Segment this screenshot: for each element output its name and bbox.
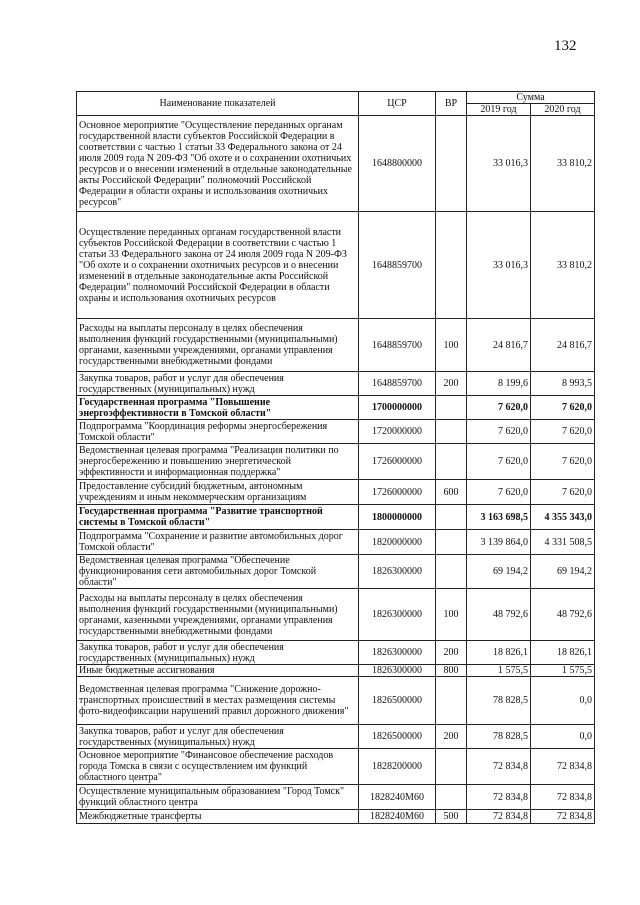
row-vr: [436, 444, 467, 480]
row-sum-2020: 0,0: [531, 677, 595, 725]
row-sum-2019: 7 620,0: [467, 420, 531, 444]
row-sum-2019: 33 016,3: [467, 212, 531, 319]
row-sum-2019: 8 199,6: [467, 372, 531, 396]
row-name: Ведомственная целевая программа "Обеспечение функционирования сети автомобильных дорог Томской области": [77, 555, 359, 589]
row-csr: 1720000000: [359, 420, 436, 444]
row-csr: 1826300000: [359, 589, 436, 641]
row-vr: [436, 555, 467, 589]
row-sum-2019: 72 834,8: [467, 749, 531, 785]
row-sum-2020: 7 620,0: [531, 396, 595, 420]
row-name: Государственная программа "Развитие транспортной системы в Томской области": [77, 505, 359, 530]
table-row: [77, 785, 595, 810]
header-csr: ЦСР: [359, 92, 436, 116]
row-csr: 1726000000: [359, 480, 436, 505]
header-name: Наименование показателей: [77, 92, 359, 116]
row-name: Подпрограмма "Координация реформы энергосбережения Томской области": [77, 420, 359, 444]
row-sum-2019: 1 575,5: [467, 665, 531, 677]
table-row: [77, 480, 595, 505]
row-sum-2019: 78 828,5: [467, 677, 531, 725]
row-vr: [436, 420, 467, 444]
row-name: Иные бюджетные ассигнования: [77, 665, 359, 677]
row-csr: 1726000000: [359, 444, 436, 480]
table-row: [77, 589, 595, 641]
row-csr: 1648859700: [359, 319, 436, 372]
row-sum-2020: 1 575,5: [531, 665, 595, 677]
header-year-2019: 2019 год: [467, 104, 531, 116]
row-name: Предоставление субсидий бюджетным, автономным учреждениям и иным некоммерческим организациям: [77, 480, 359, 505]
table-row: [77, 749, 595, 785]
row-vr: [436, 677, 467, 725]
row-sum-2020: 7 620,0: [531, 420, 595, 444]
table-row: [77, 810, 595, 824]
row-name: Основное мероприятие "Осуществление переданных органам государственной власти субъектов Российской Федерации в соответствии с частью 1 статьи 33 Федерального закона от 24 июля 2009 года N 209-ФЗ "Об охоте и о сохранении охотничьих ресурсов и о внесении изменений в отдельные законодательные акты Российской Федерации" полномочий Российской Федерации в области охраны и использования охотничьих ресурсов": [77, 116, 359, 212]
row-name: Подпрограмма "Сохранение и развитие автомобильных дорог Томской области": [77, 530, 359, 555]
row-sum-2020: 7 620,0: [531, 444, 595, 480]
row-csr: 1700000000: [359, 396, 436, 420]
table-row: [77, 725, 595, 749]
row-csr: 1826300000: [359, 665, 436, 677]
table-row: [77, 505, 595, 530]
row-sum-2019: 18 826,1: [467, 641, 531, 665]
row-vr: 600: [436, 480, 467, 505]
row-sum-2019: 33 016,3: [467, 116, 531, 212]
row-csr: 1828200000: [359, 749, 436, 785]
row-csr: 1826300000: [359, 555, 436, 589]
table-row: [77, 530, 595, 555]
row-sum-2019: 3 163 698,5: [467, 505, 531, 530]
row-name: Закупка товаров, работ и услуг для обеспечения государственных (муниципальных) нужд: [77, 725, 359, 749]
row-vr: [436, 749, 467, 785]
row-vr: 800: [436, 665, 467, 677]
header-year-2020: 2020 год: [531, 104, 595, 116]
table-row: [77, 420, 595, 444]
table-row: [77, 444, 595, 480]
row-sum-2019: 72 834,8: [467, 785, 531, 810]
row-sum-2019: 48 792,6: [467, 589, 531, 641]
row-name: Закупка товаров, работ и услуг для обеспечения государственных (муниципальных) нужд: [77, 641, 359, 665]
row-csr: 1648859700: [359, 212, 436, 319]
budget-table: [76, 91, 595, 824]
row-name: Ведомственная целевая программа "Реализация политики по энергосбережению и повышению энергетической эффективности и информационная поддержка": [77, 444, 359, 480]
row-sum-2019: 24 816,7: [467, 319, 531, 372]
row-sum-2019: 72 834,8: [467, 810, 531, 824]
row-name: Межбюджетные трансферты: [77, 810, 359, 824]
table-row: [77, 372, 595, 396]
row-csr: 1826500000: [359, 725, 436, 749]
row-vr: 200: [436, 641, 467, 665]
row-csr: 1828240М60: [359, 785, 436, 810]
header-vr: ВР: [436, 92, 467, 116]
row-vr: 500: [436, 810, 467, 824]
row-sum-2020: 8 993,5: [531, 372, 595, 396]
row-name: Закупка товаров, работ и услуг для обеспечения государственных (муниципальных) нужд: [77, 372, 359, 396]
row-sum-2020: 48 792,6: [531, 589, 595, 641]
row-sum-2020: 18 826,1: [531, 641, 595, 665]
row-vr: [436, 212, 467, 319]
row-sum-2019: 78 828,5: [467, 725, 531, 749]
header-sum: Сумма: [467, 92, 595, 104]
row-vr: 100: [436, 589, 467, 641]
row-vr: 200: [436, 372, 467, 396]
row-name: Расходы на выплаты персоналу в целях обеспечения выполнения функций государственными (муниципальными) органами, казенными учреждениями, органами управления государственными внебюджетными фондами: [77, 319, 359, 372]
row-name: Государственная программа "Повышение энергоэффективности в Томской области": [77, 396, 359, 420]
row-vr: [436, 116, 467, 212]
row-csr: 1826300000: [359, 641, 436, 665]
row-name: Осуществление переданных органам государственной власти субъектов Российской Федерации в соответствии с частью 1 статьи 33 Федерального закона от 24 июля 2009 года N 209-ФЗ "Об охоте и о сохранении охотничьих ресурсов и о внесении изменений в отдельные законодательные акты Российской Федерации" полномочий Российской Федерации в области охраны и использования охотничьих ресурсов: [77, 212, 359, 319]
row-sum-2019: 3 139 864,0: [467, 530, 531, 555]
row-sum-2019: 7 620,0: [467, 396, 531, 420]
table-row: [77, 677, 595, 725]
row-sum-2020: 69 194,2: [531, 555, 595, 589]
row-csr: 1648800000: [359, 116, 436, 212]
row-csr: 1820000000: [359, 530, 436, 555]
row-sum-2020: 0,0: [531, 725, 595, 749]
row-sum-2020: 72 834,8: [531, 785, 595, 810]
table-body: [77, 116, 595, 824]
row-csr: 1828240М60: [359, 810, 436, 824]
row-sum-2020: 33 810,2: [531, 116, 595, 212]
row-vr: [436, 785, 467, 810]
row-sum-2020: 72 834,8: [531, 810, 595, 824]
row-sum-2020: 4 331 508,5: [531, 530, 595, 555]
row-sum-2020: 24 816,7: [531, 319, 595, 372]
table-row: [77, 665, 595, 677]
row-vr: [436, 396, 467, 420]
table-row: [77, 319, 595, 372]
row-vr: [436, 505, 467, 530]
row-name: Осуществление муниципальным образованием "Город Томск" функций областного центра: [77, 785, 359, 810]
row-sum-2020: 7 620,0: [531, 480, 595, 505]
table-row: [77, 555, 595, 589]
row-sum-2019: 69 194,2: [467, 555, 531, 589]
row-sum-2020: 33 810,2: [531, 212, 595, 319]
row-name: Расходы на выплаты персоналу в целях обеспечения выполнения функций государственными (муниципальными) органами, казенными учреждениями, органами управления государственными внебюджетными фондами: [77, 589, 359, 641]
row-sum-2019: 7 620,0: [467, 480, 531, 505]
row-csr: 1800000000: [359, 505, 436, 530]
row-vr: 200: [436, 725, 467, 749]
row-sum-2020: 4 355 343,0: [531, 505, 595, 530]
row-csr: 1826500000: [359, 677, 436, 725]
row-sum-2020: 72 834,8: [531, 749, 595, 785]
page-number: 132: [554, 38, 577, 54]
row-name: Ведомственная целевая программа "Снижение дорожно-транспортных происшествий в местах размещения системы фото-видеофиксации нарушений правил дорожного движения": [77, 677, 359, 725]
row-name: Основное мероприятие "Финансовое обеспечение расходов города Томска в связи с осуществлением им функций областного центра": [77, 749, 359, 785]
table-row: [77, 116, 595, 212]
row-sum-2019: 7 620,0: [467, 444, 531, 480]
table-row: [77, 212, 595, 319]
row-vr: [436, 530, 467, 555]
row-csr: 1648859700: [359, 372, 436, 396]
row-vr: 100: [436, 319, 467, 372]
table-row: [77, 396, 595, 420]
table-row: [77, 641, 595, 665]
